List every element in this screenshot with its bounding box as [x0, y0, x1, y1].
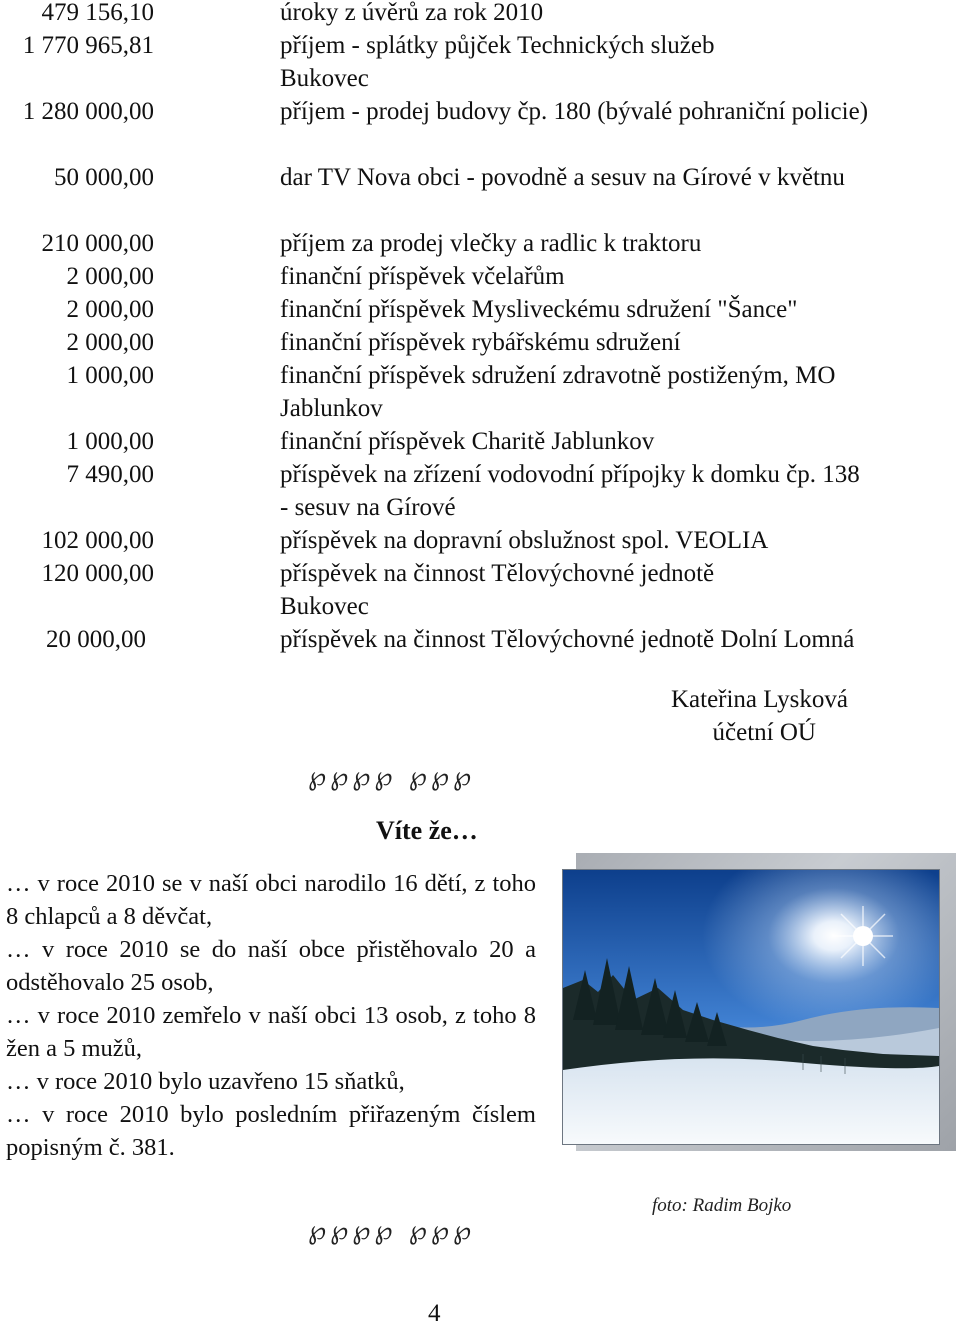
ledger-description: dar TV Nova obci - povodně a sesuv na Gírové v květnu: [280, 164, 845, 191]
ledger-description: příjem za prodej vlečky a radlic k traktoru: [280, 230, 702, 257]
page-number: 4: [428, 1300, 441, 1327]
ledger-description: příspěvek na činnost Tělovýchovné jednotě Bukovec: [280, 560, 715, 620]
section-title: Víte že…: [376, 816, 478, 845]
signature-role: účetní OÚ: [712, 719, 816, 746]
ledger-amount: 210 000,00: [41, 230, 154, 257]
fact-item: … v roce 2010 se do naší obce přistěhovalo 20 a odstěhovalo 25 osob,: [6, 936, 536, 996]
signature-name: Kateřina Lysková: [670, 686, 848, 713]
ledger-description: finanční příspěvek včelařům: [280, 263, 565, 290]
ledger-amount: 2 000,00: [66, 263, 154, 290]
ledger-description: příspěvek na dopravní obslužnost spol. VEOLIA: [280, 527, 769, 554]
facts-list: [6, 867, 536, 1164]
ledger-row: [0, 260, 960, 293]
ledger-amount: 1 000,00: [66, 362, 154, 389]
ornament-divider: ℘℘℘℘ ℘℘℘: [308, 762, 476, 792]
ledger-row: [0, 458, 960, 524]
ledger-row: [0, 326, 960, 359]
ledger-amount: 20 000,00: [46, 626, 146, 653]
ledger-amount: 2 000,00: [66, 329, 154, 356]
ledger-description: finanční příspěvek sdružení zdravotně postiženým, MO Jablunkov: [280, 362, 836, 422]
ornament-divider: ℘℘℘℘ ℘℘℘: [308, 1216, 476, 1246]
ledger-row: [0, 0, 960, 29]
ledger-amount: 1 280 000,00: [22, 98, 154, 125]
ledger-row: [0, 359, 960, 425]
ledger-amount: 2 000,00: [66, 296, 154, 323]
winter-landscape-photo: [562, 869, 940, 1145]
ledger-row: [0, 623, 960, 689]
ledger-description: finanční příspěvek Mysliveckému sdružení "Šance": [280, 296, 798, 323]
ledger-row: [0, 161, 960, 227]
fact-item: … v roce 2010 zemřelo v naší obci 13 osob, z toho 8 žen a 5 mužů,: [6, 1002, 536, 1062]
fact-item: … v roce 2010 bylo uzavřeno 15 sňatků,: [6, 1068, 405, 1095]
ledger-description: finanční příspěvek rybářskému sdružení: [280, 329, 681, 356]
fact-item: … v roce 2010 se v naší obci narodilo 16 dětí, z toho 8 chlapců a 8 děvčat,: [6, 870, 536, 930]
ledger-description: příjem - prodej budovy čp. 180 (bývalé pohraniční policie): [280, 98, 869, 125]
ledger-amount: 1 770 965,81: [22, 32, 154, 59]
ledger-amount: 120 000,00: [41, 560, 154, 587]
ledger-row: [0, 95, 960, 161]
ledger-description: příjem - splátky půjček Technických služeb Bukovec: [280, 32, 715, 92]
photo-credit: foto: Radim Bojko: [652, 1195, 792, 1216]
ledger-row: [0, 425, 960, 458]
fact-item: … v roce 2010 bylo posledním přiřazeným číslem popisným č. 381.: [6, 1101, 536, 1161]
ledger-amount: 50 000,00: [54, 164, 154, 191]
ledger-amount: 1 000,00: [66, 428, 154, 455]
ledger-description: finanční příspěvek Charitě Jablunkov: [280, 428, 655, 455]
ledger-row: [0, 557, 960, 623]
ledger-amount: 479 156,10: [41, 0, 154, 26]
ledger-row: [0, 29, 960, 95]
ledger-description: příspěvek na činnost Tělovýchovné jednotě Dolní Lomná: [280, 626, 855, 653]
ledger-row: [0, 227, 960, 260]
ledger-description: příspěvek na zřízení vodovodní přípojky k domku čp. 138 - sesuv na Gírové: [280, 461, 860, 521]
ledger-row: [0, 524, 960, 557]
ledger-amount: 102 000,00: [41, 527, 154, 554]
ledger-row: [0, 293, 960, 326]
ledger-description: úroky z úvěrů za rok 2010: [280, 0, 544, 26]
ledger-amount: 7 490,00: [66, 461, 154, 488]
